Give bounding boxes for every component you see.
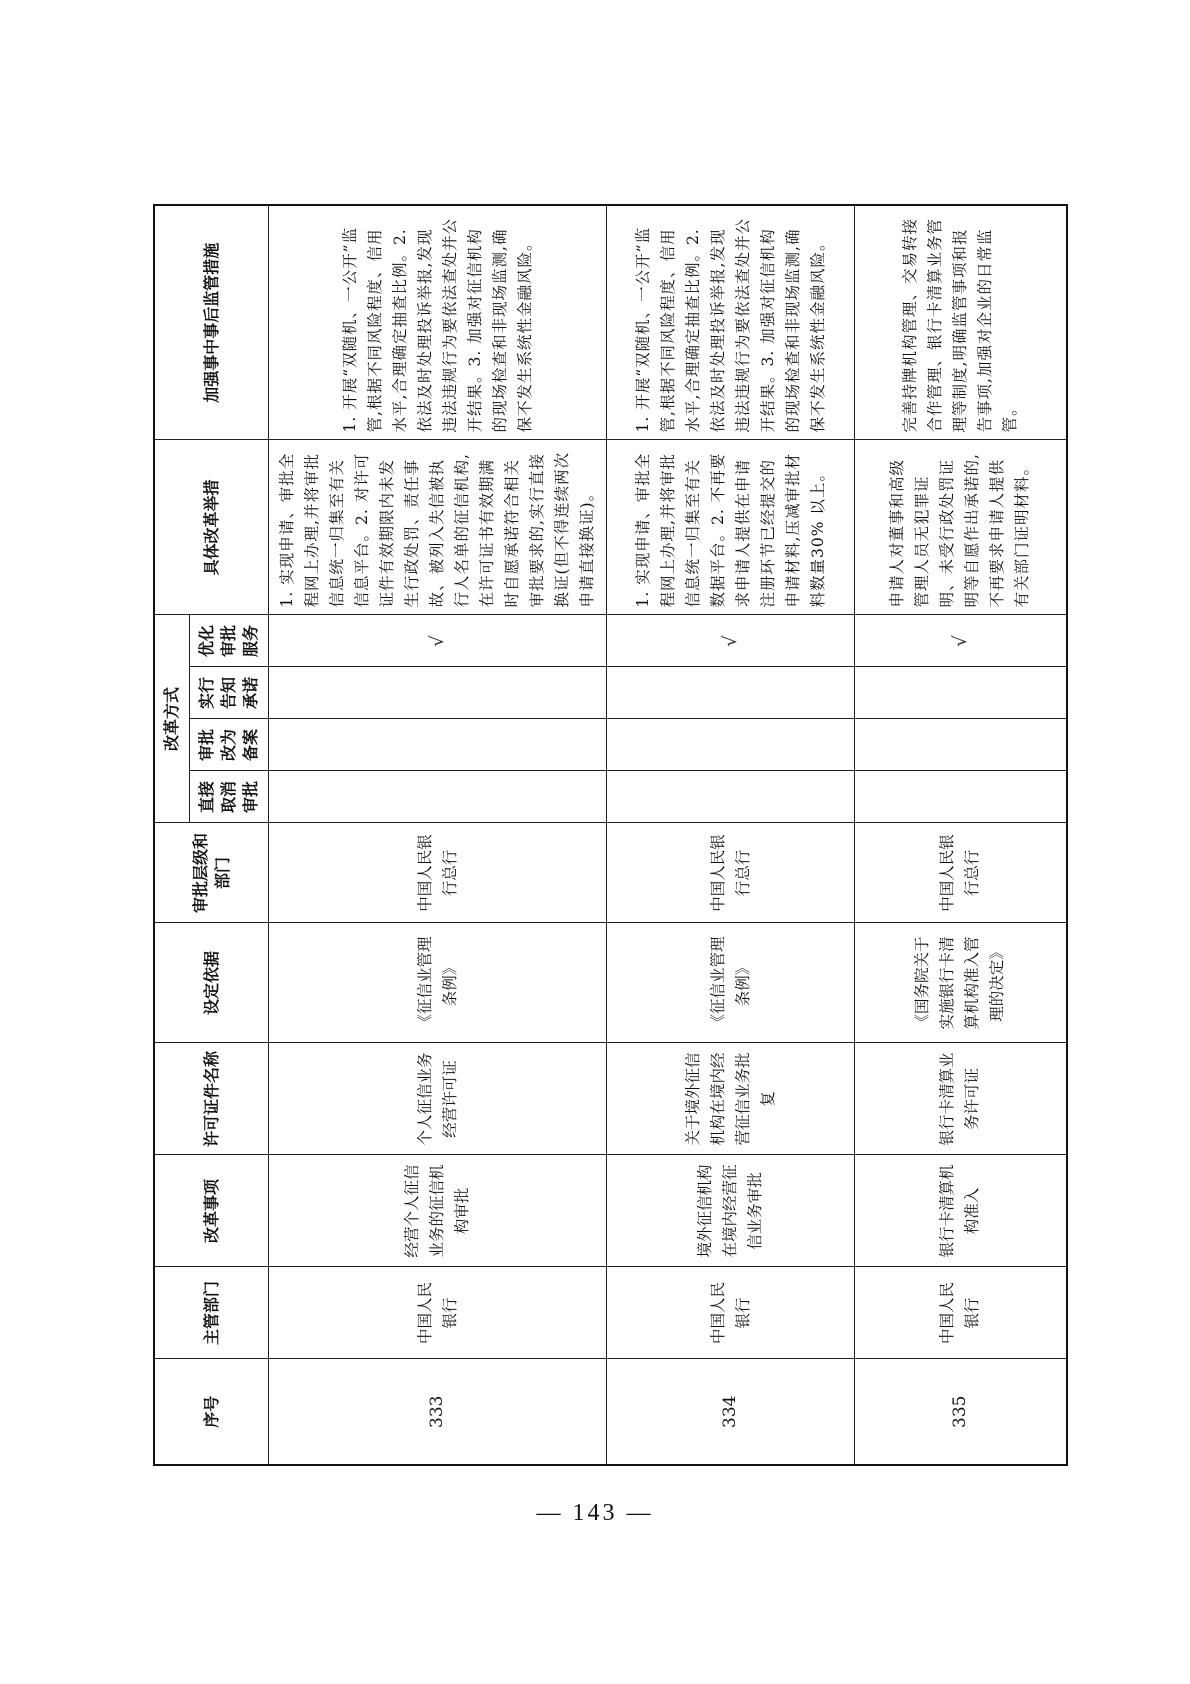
cell-method-optimize: √ bbox=[269, 615, 607, 667]
rotated-table-wrapper bbox=[153, 206, 1033, 1466]
header-level: 审批层级和部门 bbox=[154, 823, 269, 923]
header-seq: 序号 bbox=[154, 1359, 269, 1465]
cell-method-notify bbox=[269, 667, 607, 719]
cell-level: 中国人民银行总行 bbox=[269, 823, 607, 923]
page-number: — 143 — bbox=[536, 1500, 654, 1526]
header-dept: 主管部门 bbox=[154, 1267, 269, 1359]
cell-seq: 334 bbox=[607, 1359, 855, 1465]
cell-seq: 333 bbox=[269, 1359, 607, 1465]
cell-measures: 1. 实现申请、审批全程网上办理,并将审批信息统一归集至有关数据平台。2. 不再要求申请人提供在申请注册环节已经提交的申请材料,压减审批材料数量30% 以上。 bbox=[607, 440, 855, 615]
cell-supervision: 1. 开展“双随机、一公开”监管,根据不同风险程度、信用水平,合理确定抽查比例。2. 依法及时处理投诉举报,发现违法违规行为要依法查处并公开结果。3. 加强对征信机构的现场检查和非现场监测,确保不发生系统性金融风险。 bbox=[269, 205, 607, 440]
cell-item: 境外征信机构在境内经营征信业务审批 bbox=[607, 1155, 855, 1267]
header-measures: 具体改革举措 bbox=[154, 440, 269, 615]
header-method-group: 改革方式 bbox=[154, 615, 190, 823]
cell-item: 银行卡清算机构准入 bbox=[855, 1155, 1067, 1267]
cell-license: 关于境外征信机构在境内经营征信业务批复 bbox=[607, 1043, 855, 1155]
cell-level: 中国人民银行总行 bbox=[607, 823, 855, 923]
table-row bbox=[269, 205, 607, 1465]
header-supervision: 加强事中事后监管措施 bbox=[154, 205, 269, 440]
cell-method-optimize: √ bbox=[607, 615, 855, 667]
cell-method-filing bbox=[269, 719, 607, 771]
cell-dept: 中国人民银行 bbox=[607, 1267, 855, 1359]
cell-method-cancel bbox=[855, 771, 1067, 823]
header-item: 改革事项 bbox=[154, 1155, 269, 1267]
header-basis: 设定依据 bbox=[154, 923, 269, 1043]
table-row bbox=[855, 205, 1067, 1465]
cell-measures: 1. 实现申请、审批全程网上办理,并将审批信息统一归集至有关信息平台。2. 对许可证件有效期限内未发生行政处罚、责任事故、被列入失信被执行人名单的征信机构,在许可证书有效期满时自愿承诺符合相关审批要求的,实行直接换证(但不得连续两次申请直接换证)。 bbox=[269, 440, 607, 615]
cell-measures: 申请人对董事和高级管理人员无犯罪证明、未受行政处罚证明等自愿作出承诺的,不再要求申请人提供有关部门证明材料。 bbox=[855, 440, 1067, 615]
cell-method-cancel bbox=[607, 771, 855, 823]
cell-seq: 335 bbox=[855, 1359, 1067, 1465]
cell-method-filing bbox=[855, 719, 1067, 771]
cell-method-optimize: √ bbox=[855, 615, 1067, 667]
cell-method-notify bbox=[855, 667, 1067, 719]
reform-table bbox=[153, 204, 1068, 1466]
header-method-notify: 实行告知承诺 bbox=[190, 667, 269, 719]
cell-dept: 中国人民银行 bbox=[855, 1267, 1067, 1359]
cell-level: 中国人民银行总行 bbox=[855, 823, 1067, 923]
cell-license: 个人征信业务经营许可证 bbox=[269, 1043, 607, 1155]
header-license: 许可证件名称 bbox=[154, 1043, 269, 1155]
header-method-cancel: 直接取消审批 bbox=[190, 771, 269, 823]
cell-basis: 《国务院关于实施银行卡清算机构准入管理的决定》 bbox=[855, 923, 1067, 1043]
cell-method-notify bbox=[607, 667, 855, 719]
cell-dept: 中国人民银行 bbox=[269, 1267, 607, 1359]
cell-method-cancel bbox=[269, 771, 607, 823]
cell-supervision: 完善持牌机构管理、交易转接合作管理、银行卡清算业务管理等制度,明确监管事项和报告事项,加强对企业的日常监管。 bbox=[855, 205, 1067, 440]
cell-basis: 《征信业管理条例》 bbox=[607, 923, 855, 1043]
header-method-filing: 审批改为备案 bbox=[190, 719, 269, 771]
cell-license: 银行卡清算业务许可证 bbox=[855, 1043, 1067, 1155]
cell-supervision: 1. 开展“双随机、一公开”监管,根据不同风险程度、信用水平,合理确定抽查比例。2. 依法及时处理投诉举报,发现违法违规行为要依法查处并公开结果。3. 加强对征信机构的现场检查和非现场监测,确保不发生系统性金融风险。 bbox=[607, 205, 855, 440]
header-method-optimize: 优化审批服务 bbox=[190, 615, 269, 667]
table-row bbox=[607, 205, 855, 1465]
cell-basis: 《征信业管理条例》 bbox=[269, 923, 607, 1043]
cell-item: 经营个人征信业务的征信机构审批 bbox=[269, 1155, 607, 1267]
cell-method-filing bbox=[607, 719, 855, 771]
